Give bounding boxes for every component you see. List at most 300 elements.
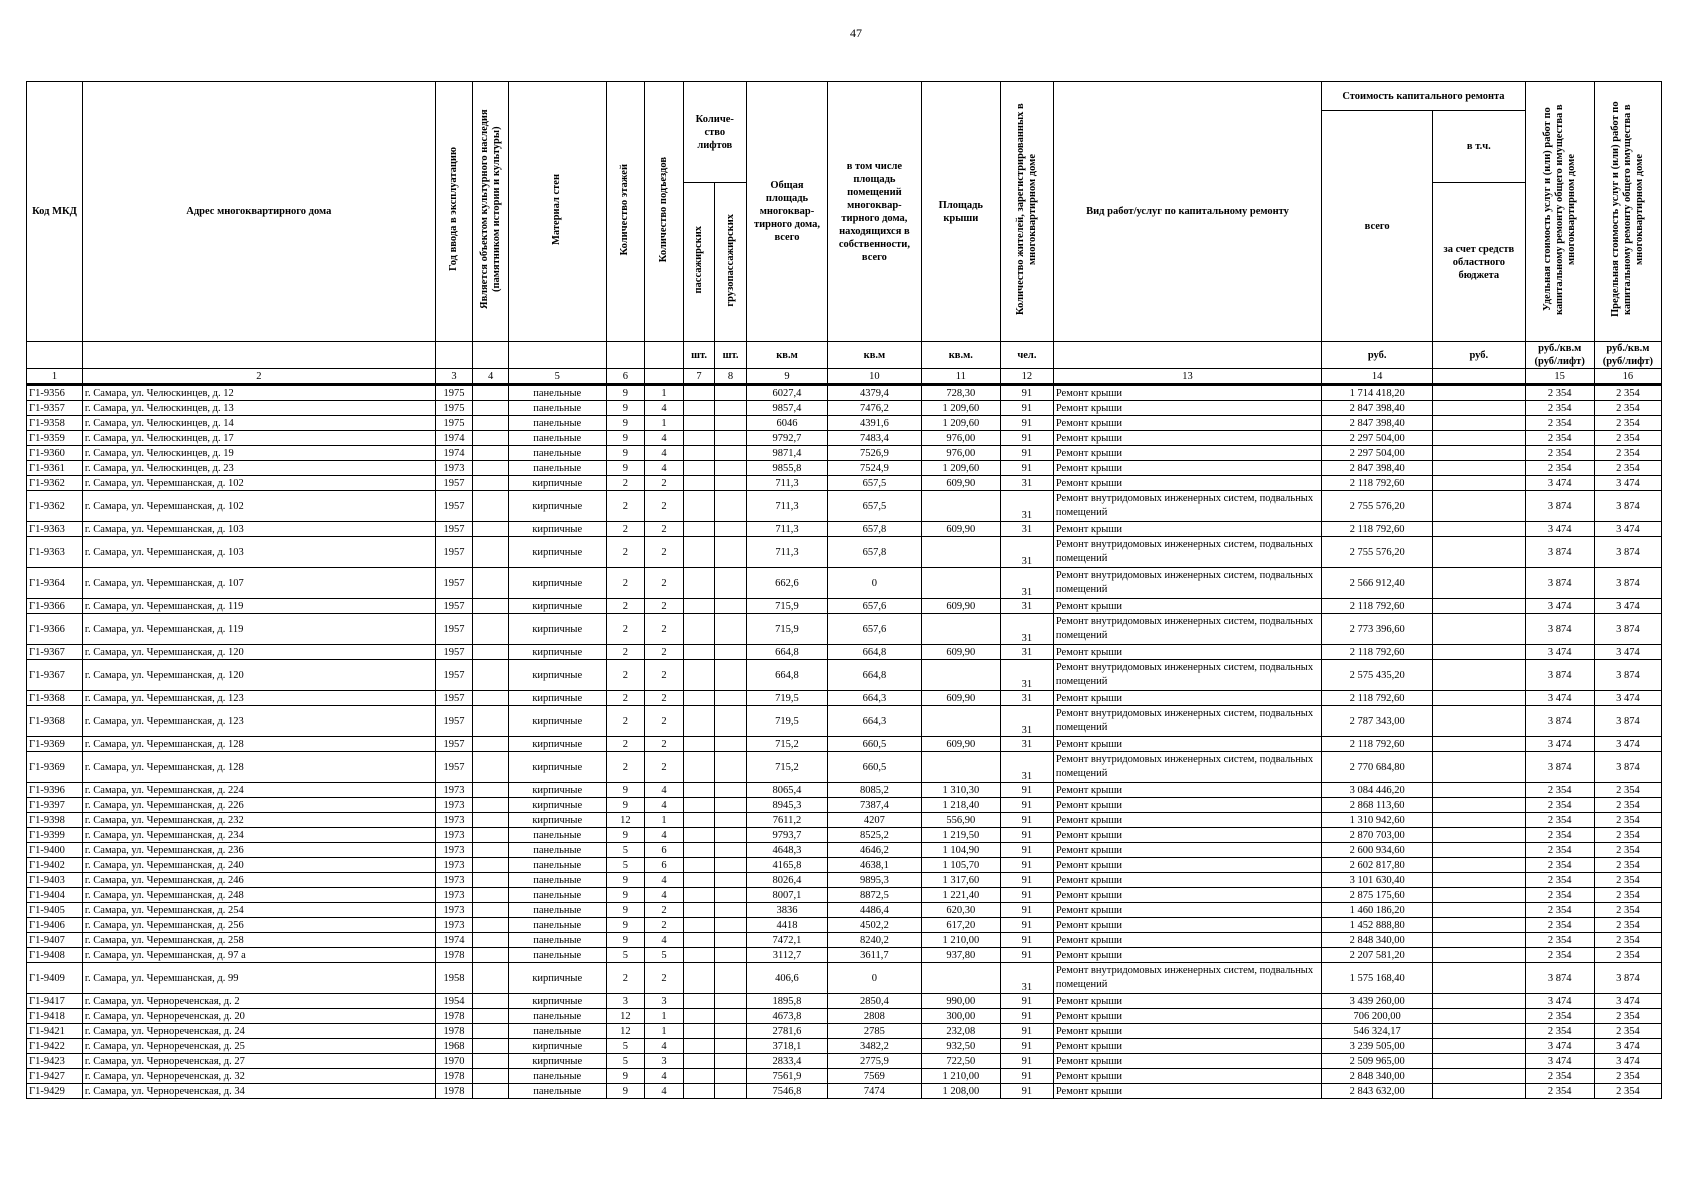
cell-roof-area: 609,90	[921, 737, 1000, 752]
cell-address: г. Самара, ул. Черемшанская, д. 232	[82, 813, 435, 828]
cell-max-cost: 3 474	[1594, 994, 1661, 1009]
cell-total-area: 1895,8	[746, 994, 827, 1009]
cell-entrances: 3	[645, 994, 684, 1009]
unit-owned-area: кв.м	[828, 342, 922, 369]
cell-address: г. Самара, ул. Челюскинцев, д. 23	[82, 461, 435, 476]
cell-material: панельные	[508, 933, 606, 948]
cell-lifts-pass	[683, 614, 715, 645]
unit-cost-regional: руб.	[1433, 342, 1526, 369]
cell-work-type: Ремонт крыши	[1053, 948, 1321, 963]
cell-material: кирпичные	[508, 783, 606, 798]
cell-unit-cost: 2 354	[1525, 813, 1594, 828]
cell-unit-cost: 2 354	[1525, 1084, 1594, 1099]
cell-code: Г1-9398	[27, 813, 83, 828]
cell-material: панельные	[508, 903, 606, 918]
cell-total-area: 4418	[746, 918, 827, 933]
cell-work-type: Ремонт внутридомовых инженерных систем, подвальных помещений	[1053, 537, 1321, 568]
cell-code: Г1-9427	[27, 1069, 83, 1084]
cell-lifts-cargo	[715, 1024, 747, 1039]
cell-heritage	[473, 537, 509, 568]
cell-material: кирпичные	[508, 614, 606, 645]
cell-material: кирпичные	[508, 568, 606, 599]
cell-residents: 91	[1000, 1069, 1053, 1084]
cell-address: г. Самара, ул. Челюскинцев, д. 17	[82, 431, 435, 446]
cell-total-area: 8945,3	[746, 798, 827, 813]
cell-cost-total: 2 509 965,00	[1322, 1054, 1433, 1069]
table-row	[27, 1009, 1662, 1024]
cell-lifts-cargo	[715, 1069, 747, 1084]
cell-residents: 31	[1000, 599, 1053, 614]
cell-entrances: 2	[645, 903, 684, 918]
cell-material: панельные	[508, 401, 606, 416]
cell-owned-area: 657,6	[828, 599, 922, 614]
cell-code: Г1-9361	[27, 461, 83, 476]
cell-lifts-pass	[683, 994, 715, 1009]
cell-code: Г1-9363	[27, 537, 83, 568]
cell-material: кирпичные	[508, 522, 606, 537]
cell-year: 1973	[435, 903, 473, 918]
cell-cost-total: 546 324,17	[1322, 1024, 1433, 1039]
cell-lifts-pass	[683, 522, 715, 537]
cell-roof-area: 1 317,60	[921, 873, 1000, 888]
cell-unit-cost: 2 354	[1525, 1009, 1594, 1024]
cell-cost-regional	[1433, 737, 1526, 752]
cell-cost-regional	[1433, 1009, 1526, 1024]
cell-floors: 2	[606, 691, 645, 706]
table-row	[27, 522, 1662, 537]
cell-cost-regional	[1433, 873, 1526, 888]
cell-roof-area: 1 210,00	[921, 1069, 1000, 1084]
table-row	[27, 994, 1662, 1009]
cell-owned-area: 657,8	[828, 537, 922, 568]
cell-floors: 9	[606, 873, 645, 888]
cell-cost-total: 2 787 343,00	[1322, 706, 1433, 737]
header-residents: Количество жителей, зарегистрированных в многоквартирном доме	[1000, 82, 1053, 342]
cell-address: г. Самара, ул. Черемшанская, д. 102	[82, 476, 435, 491]
cell-owned-area: 657,6	[828, 614, 922, 645]
cell-lifts-pass	[683, 385, 715, 401]
cell-residents: 91	[1000, 843, 1053, 858]
table-row	[27, 385, 1662, 401]
cell-entrances: 1	[645, 1009, 684, 1024]
cell-max-cost: 3 474	[1594, 522, 1661, 537]
header-address: Адрес многоквартирного дома	[82, 82, 435, 342]
cell-lifts-cargo	[715, 843, 747, 858]
cell-lifts-cargo	[715, 706, 747, 737]
cell-max-cost: 3 874	[1594, 963, 1661, 994]
cell-total-area: 3718,1	[746, 1039, 827, 1054]
cell-cost-regional	[1433, 1084, 1526, 1099]
cell-work-type: Ремонт крыши	[1053, 933, 1321, 948]
cell-entrances: 2	[645, 706, 684, 737]
cell-roof-area: 1 310,30	[921, 783, 1000, 798]
cell-cost-regional	[1433, 691, 1526, 706]
cell-max-cost: 2 354	[1594, 933, 1661, 948]
cell-lifts-pass	[683, 568, 715, 599]
cell-total-area: 2833,4	[746, 1054, 827, 1069]
cell-cost-total: 2 847 398,40	[1322, 416, 1433, 431]
cell-unit-cost: 3 874	[1525, 491, 1594, 522]
cell-floors: 9	[606, 385, 645, 401]
cell-max-cost: 3 474	[1594, 1054, 1661, 1069]
cell-material: панельные	[508, 1024, 606, 1039]
cell-residents: 31	[1000, 491, 1053, 522]
cell-lifts-cargo	[715, 537, 747, 568]
cell-cost-total: 2 118 792,60	[1322, 476, 1433, 491]
cell-code: Г1-9408	[27, 948, 83, 963]
table-row	[27, 843, 1662, 858]
cell-residents: 31	[1000, 963, 1053, 994]
cell-max-cost: 2 354	[1594, 813, 1661, 828]
cell-heritage	[473, 843, 509, 858]
unit-cost-total: руб.	[1322, 342, 1433, 369]
cell-lifts-pass	[683, 416, 715, 431]
cell-roof-area	[921, 752, 1000, 783]
cell-material: панельные	[508, 888, 606, 903]
cell-work-type: Ремонт крыши	[1053, 385, 1321, 401]
header-floors: Количество этажей	[606, 82, 645, 342]
cell-address: г. Самара, ул. Черемшанская, д. 234	[82, 828, 435, 843]
cell-cost-regional	[1433, 660, 1526, 691]
cell-owned-area: 664,8	[828, 660, 922, 691]
cell-max-cost: 2 354	[1594, 783, 1661, 798]
cell-unit-cost: 3 474	[1525, 994, 1594, 1009]
cell-work-type: Ремонт крыши	[1053, 873, 1321, 888]
cell-roof-area	[921, 491, 1000, 522]
cell-roof-area: 609,90	[921, 645, 1000, 660]
cell-year: 1978	[435, 948, 473, 963]
cell-heritage	[473, 522, 509, 537]
cell-work-type: Ремонт крыши	[1053, 1054, 1321, 1069]
cell-lifts-pass	[683, 828, 715, 843]
cell-heritage	[473, 948, 509, 963]
cell-cost-regional	[1433, 994, 1526, 1009]
cell-floors: 2	[606, 491, 645, 522]
cell-cost-regional	[1433, 568, 1526, 599]
cell-lifts-cargo	[715, 918, 747, 933]
header-roof-area: Площадь крыши	[921, 82, 1000, 342]
cell-floors: 2	[606, 752, 645, 783]
cell-material: панельные	[508, 873, 606, 888]
cell-roof-area	[921, 614, 1000, 645]
cell-total-area: 711,3	[746, 491, 827, 522]
cell-cost-total: 1 575 168,40	[1322, 963, 1433, 994]
cell-work-type: Ремонт внутридомовых инженерных систем, подвальных помещений	[1053, 660, 1321, 691]
cell-work-type: Ремонт крыши	[1053, 737, 1321, 752]
cell-unit-cost: 3 874	[1525, 706, 1594, 737]
cell-unit-cost: 2 354	[1525, 431, 1594, 446]
cell-unit-cost: 3 874	[1525, 963, 1594, 994]
cell-entrances: 3	[645, 1054, 684, 1069]
table-row	[27, 798, 1662, 813]
cell-unit-cost: 3 474	[1525, 522, 1594, 537]
cell-residents: 31	[1000, 568, 1053, 599]
cell-year: 1974	[435, 431, 473, 446]
cell-heritage	[473, 691, 509, 706]
header-cost: Стоимость капитального ремонта	[1322, 82, 1525, 111]
cell-max-cost: 3 874	[1594, 752, 1661, 783]
cell-cost-total: 2 755 576,20	[1322, 537, 1433, 568]
cell-year: 1957	[435, 522, 473, 537]
cell-unit-cost: 2 354	[1525, 828, 1594, 843]
cell-material: кирпичные	[508, 491, 606, 522]
cell-lifts-pass	[683, 948, 715, 963]
cell-lifts-cargo	[715, 568, 747, 599]
table-row	[27, 660, 1662, 691]
cell-unit-cost: 3 474	[1525, 476, 1594, 491]
cell-max-cost: 2 354	[1594, 828, 1661, 843]
cell-floors: 9	[606, 431, 645, 446]
cell-entrances: 2	[645, 918, 684, 933]
cell-material: кирпичные	[508, 994, 606, 1009]
cell-heritage	[473, 933, 509, 948]
cell-owned-area: 664,3	[828, 706, 922, 737]
cell-work-type: Ремонт крыши	[1053, 783, 1321, 798]
cell-year: 1978	[435, 1024, 473, 1039]
cell-code: Г1-9356	[27, 385, 83, 401]
cell-code: Г1-9360	[27, 446, 83, 461]
cell-code: Г1-9417	[27, 994, 83, 1009]
cell-max-cost: 3 474	[1594, 737, 1661, 752]
header-work-type: Вид работ/услуг по капитальному ремонту	[1053, 82, 1321, 342]
cell-owned-area: 0	[828, 963, 922, 994]
unit-total-area: кв.м	[746, 342, 827, 369]
cell-residents: 91	[1000, 446, 1053, 461]
cell-floors: 2	[606, 963, 645, 994]
cell-cost-total: 2 118 792,60	[1322, 737, 1433, 752]
cell-year: 1954	[435, 994, 473, 1009]
cell-lifts-cargo	[715, 828, 747, 843]
cell-floors: 2	[606, 599, 645, 614]
table-row	[27, 491, 1662, 522]
cell-year: 1957	[435, 614, 473, 645]
cell-max-cost: 3 474	[1594, 476, 1661, 491]
cell-material: панельные	[508, 385, 606, 401]
cell-owned-area: 0	[828, 568, 922, 599]
header-row-1	[27, 82, 1662, 111]
cell-floors: 9	[606, 1084, 645, 1099]
cell-heritage	[473, 1024, 509, 1039]
cell-total-area: 711,3	[746, 537, 827, 568]
cell-entrances: 2	[645, 645, 684, 660]
cell-owned-area: 8872,5	[828, 888, 922, 903]
cell-roof-area: 620,30	[921, 903, 1000, 918]
cell-entrances: 2	[645, 537, 684, 568]
cell-total-area: 711,3	[746, 522, 827, 537]
table-row	[27, 828, 1662, 843]
column-number: 14	[1322, 369, 1433, 385]
column-number	[1433, 369, 1526, 385]
table-row	[27, 476, 1662, 491]
unit-people: чел.	[1000, 342, 1053, 369]
cell-roof-area: 609,90	[921, 522, 1000, 537]
cell-year: 1973	[435, 858, 473, 873]
table-row	[27, 1084, 1662, 1099]
cell-owned-area: 7474	[828, 1084, 922, 1099]
cell-address: г. Самара, ул. Черемшанская, д. 99	[82, 963, 435, 994]
cell-address: г. Самара, ул. Челюскинцев, д. 19	[82, 446, 435, 461]
cell-code: Г1-9358	[27, 416, 83, 431]
cell-entrances: 1	[645, 385, 684, 401]
cell-work-type: Ремонт крыши	[1053, 813, 1321, 828]
cell-lifts-cargo	[715, 645, 747, 660]
cell-residents: 91	[1000, 1009, 1053, 1024]
cell-residents: 91	[1000, 828, 1053, 843]
cell-unit-cost: 2 354	[1525, 903, 1594, 918]
cell-work-type: Ремонт крыши	[1053, 461, 1321, 476]
cell-owned-area: 657,5	[828, 476, 922, 491]
cell-cost-regional	[1433, 706, 1526, 737]
cell-heritage	[473, 873, 509, 888]
cell-work-type: Ремонт внутридомовых инженерных систем, подвальных помещений	[1053, 706, 1321, 737]
cell-max-cost: 2 354	[1594, 948, 1661, 963]
header-cost-incl: в т.ч.	[1433, 111, 1526, 183]
cell-heritage	[473, 858, 509, 873]
cell-lifts-pass	[683, 491, 715, 522]
cell-address: г. Самара, ул. Черемшанская, д. 240	[82, 858, 435, 873]
cell-cost-total: 2 297 504,00	[1322, 431, 1433, 446]
cell-roof-area: 1 221,40	[921, 888, 1000, 903]
cell-lifts-cargo	[715, 752, 747, 783]
cell-total-area: 9793,7	[746, 828, 827, 843]
cell-unit-cost: 2 354	[1525, 873, 1594, 888]
column-number: 8	[715, 369, 747, 385]
cell-total-area: 719,5	[746, 706, 827, 737]
cell-max-cost: 2 354	[1594, 1084, 1661, 1099]
cell-material: кирпичные	[508, 691, 606, 706]
cell-max-cost: 2 354	[1594, 1024, 1661, 1039]
cell-code: Г1-9421	[27, 1024, 83, 1039]
cell-roof-area: 1 218,40	[921, 798, 1000, 813]
column-number: 6	[606, 369, 645, 385]
cell-code: Г1-9359	[27, 431, 83, 446]
cell-lifts-pass	[683, 1024, 715, 1039]
cell-year: 1975	[435, 401, 473, 416]
cell-cost-regional	[1433, 522, 1526, 537]
cell-max-cost: 2 354	[1594, 918, 1661, 933]
cell-lifts-pass	[683, 401, 715, 416]
table-row	[27, 963, 1662, 994]
cell-address: г. Самара, ул. Чернореченская, д. 34	[82, 1084, 435, 1099]
cell-max-cost: 3 474	[1594, 599, 1661, 614]
cell-entrances: 4	[645, 873, 684, 888]
cell-code: Г1-9367	[27, 645, 83, 660]
cell-lifts-pass	[683, 903, 715, 918]
cell-code: Г1-9369	[27, 752, 83, 783]
table-row	[27, 416, 1662, 431]
cell-year: 1973	[435, 461, 473, 476]
cell-address: г. Самара, ул. Черемшанская, д. 246	[82, 873, 435, 888]
cell-code: Г1-9366	[27, 599, 83, 614]
cell-entrances: 4	[645, 933, 684, 948]
cell-max-cost: 3 874	[1594, 568, 1661, 599]
cell-heritage	[473, 599, 509, 614]
units-row	[27, 342, 1662, 369]
cell-residents: 91	[1000, 1024, 1053, 1039]
cell-total-area: 662,6	[746, 568, 827, 599]
cell-year: 1957	[435, 568, 473, 599]
unit-pcs-pass: шт.	[683, 342, 715, 369]
cell-lifts-cargo	[715, 903, 747, 918]
cell-max-cost: 3 474	[1594, 691, 1661, 706]
cell-heritage	[473, 1054, 509, 1069]
cell-lifts-pass	[683, 843, 715, 858]
cell-lifts-pass	[683, 933, 715, 948]
cell-work-type: Ремонт крыши	[1053, 1009, 1321, 1024]
cell-lifts-pass	[683, 1084, 715, 1099]
cell-lifts-pass	[683, 737, 715, 752]
cell-code: Г1-9400	[27, 843, 83, 858]
cell-unit-cost: 2 354	[1525, 416, 1594, 431]
cell-code: Г1-9362	[27, 476, 83, 491]
cell-heritage	[473, 416, 509, 431]
cell-work-type: Ремонт внутридомовых инженерных систем, подвальных помещений	[1053, 614, 1321, 645]
cell-floors: 12	[606, 1024, 645, 1039]
page-number: 47	[850, 26, 862, 40]
cell-unit-cost: 2 354	[1525, 385, 1594, 401]
cell-material: кирпичные	[508, 599, 606, 614]
cell-material: кирпичные	[508, 706, 606, 737]
cell-entrances: 6	[645, 858, 684, 873]
cell-cost-total: 2 773 396,60	[1322, 614, 1433, 645]
cell-lifts-pass	[683, 706, 715, 737]
cell-roof-area: 990,00	[921, 994, 1000, 1009]
cell-cost-total: 2 297 504,00	[1322, 446, 1433, 461]
cell-owned-area: 4379,4	[828, 385, 922, 401]
cell-work-type: Ремонт внутридомовых инженерных систем, подвальных помещений	[1053, 568, 1321, 599]
header-heritage: Является объектом культурного наследия (памятником истории и культуры)	[473, 82, 509, 342]
cell-code: Г1-9404	[27, 888, 83, 903]
cell-total-area: 9857,4	[746, 401, 827, 416]
cell-material: панельные	[508, 416, 606, 431]
cell-cost-regional	[1433, 645, 1526, 660]
cell-work-type: Ремонт крыши	[1053, 798, 1321, 813]
header-material: Материал стен	[508, 82, 606, 342]
cell-total-area: 4648,3	[746, 843, 827, 858]
cell-total-area: 3112,7	[746, 948, 827, 963]
cell-roof-area: 609,90	[921, 691, 1000, 706]
column-number: 12	[1000, 369, 1053, 385]
cell-code: Г1-9399	[27, 828, 83, 843]
cell-floors: 9	[606, 1069, 645, 1084]
cell-address: г. Самара, ул. Черемшанская, д. 107	[82, 568, 435, 599]
cell-lifts-cargo	[715, 660, 747, 691]
cell-address: г. Самара, ул. Черемшанская, д. 123	[82, 691, 435, 706]
cell-heritage	[473, 963, 509, 994]
cell-total-area: 664,8	[746, 645, 827, 660]
cell-code: Г1-9367	[27, 660, 83, 691]
cell-entrances: 2	[645, 614, 684, 645]
cell-owned-area: 3482,2	[828, 1039, 922, 1054]
cell-residents: 91	[1000, 903, 1053, 918]
cell-residents: 91	[1000, 1084, 1053, 1099]
cell-roof-area: 556,90	[921, 813, 1000, 828]
cell-heritage	[473, 385, 509, 401]
cell-lifts-pass	[683, 813, 715, 828]
cell-total-area: 711,3	[746, 476, 827, 491]
cell-cost-regional	[1433, 416, 1526, 431]
cell-total-area: 715,9	[746, 599, 827, 614]
cell-lifts-pass	[683, 1039, 715, 1054]
column-number: 4	[473, 369, 509, 385]
cell-cost-regional	[1433, 476, 1526, 491]
cell-year: 1975	[435, 385, 473, 401]
header-year: Год ввода в эксплуатацию	[435, 82, 473, 342]
cell-heritage	[473, 783, 509, 798]
cell-cost-regional	[1433, 1039, 1526, 1054]
cell-code: Г1-9397	[27, 798, 83, 813]
table-row	[27, 614, 1662, 645]
